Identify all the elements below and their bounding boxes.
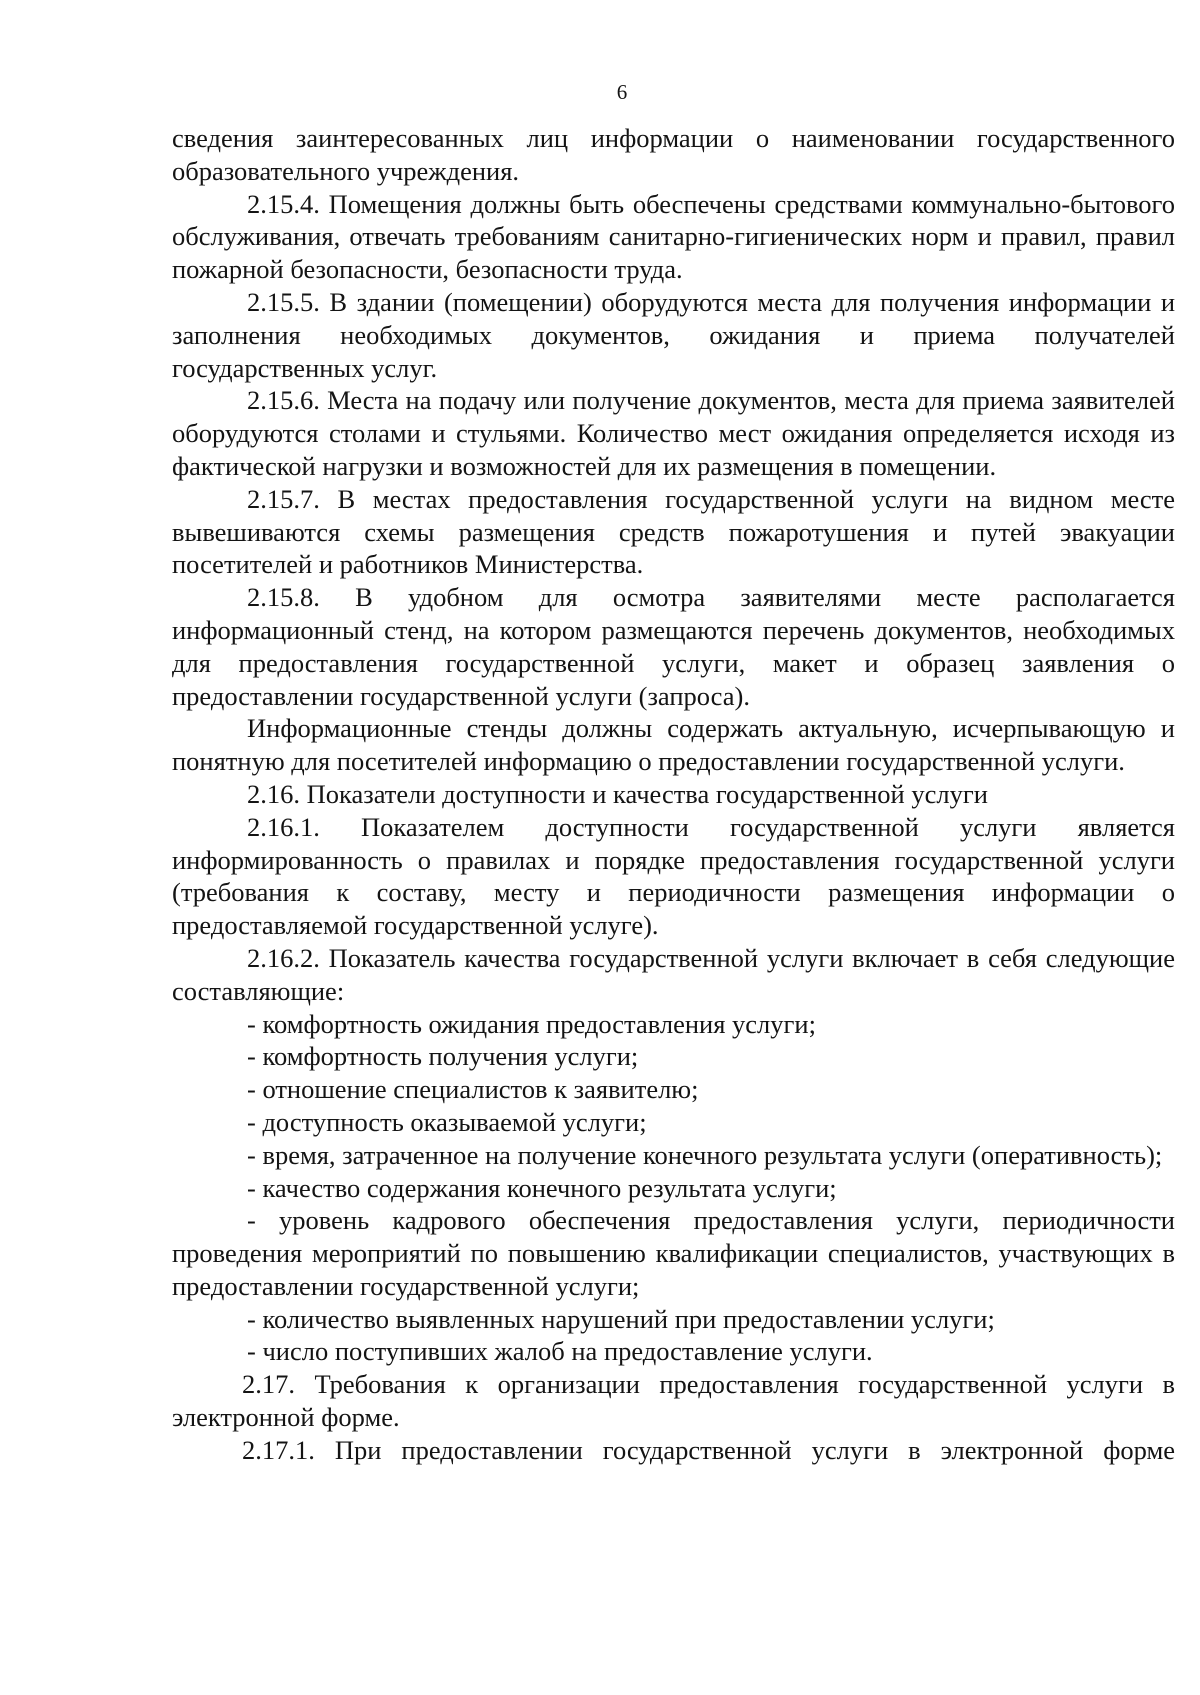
paragraph-continuation: сведения заинтересованных лиц информации о наименовании государственного образовательного учреждения.: [172, 123, 1175, 186]
list-item: - время, затраченное на получение конечного результата услуги (оперативность);: [247, 1139, 1163, 1170]
list-item: - количество выявленных нарушений при предоставлении услуги;: [247, 1303, 995, 1334]
heading-2-16: 2.16. Показатели доступности и качества государственной услуги: [247, 778, 988, 809]
list-item: - комфортность ожидания предоставления услуги;: [247, 1008, 816, 1039]
paragraph-2-17-1: 2.17.1. При предоставлении государственной услуги в электронной форме: [242, 1434, 1175, 1465]
paragraph-2-16-1: 2.16.1. Показателем доступности государственной услуги является информированность о правилах и порядке предоставления государственной услуги (требования к составу, месту и периодичности размещения информации о предоставляемой государственной услуге).: [172, 811, 1175, 941]
paragraph-2-15-8: 2.15.8. В удобном для осмотра заявителями месте располагается информационный стенд, на котором размещаются перечень документов, необходимых для предоставления государственной услуги, макет и образец заявления о предоставлении государственной услуги (запроса).: [172, 582, 1175, 711]
list-item: - доступность оказываемой услуги;: [247, 1106, 647, 1137]
paragraph-2-17: 2.17. Требования к организации предоставления государственной услуги в электронной форме.: [172, 1369, 1175, 1433]
page-number: 6: [616, 80, 628, 104]
paragraph-2-15-4: 2.15.4. Помещения должны быть обеспечены средствами коммунально-бытового обслуживания, отвечать требованиям санитарно-гигиенических норм и правил, правил пожарной безопасности, безопасности труда.: [172, 188, 1175, 285]
paragraph-2-16-2: 2.16.2. Показатель качества государственной услуги включает в себя следующие составляющие:: [172, 942, 1175, 1006]
list-item: - отношение специалистов к заявителю;: [247, 1074, 699, 1105]
paragraph-info-stands: Информационные стенды должны содержать актуальную, исчерпывающую и понятную для посетителей информацию о предоставлении государственной услуги.: [172, 713, 1175, 777]
list-item: - качество содержания конечного результата услуги;: [247, 1172, 837, 1203]
paragraph-2-15-5: 2.15.5. В здании (помещении) оборудуются места для получения информации и заполнения необходимых документов, ожидания и приема получателей государственных услуг.: [172, 286, 1175, 383]
list-item: - комфортность получения услуги;: [247, 1041, 639, 1072]
paragraph-2-15-7: 2.15.7. В местах предоставления государственной услуги на видном месте вывешиваются схемы размещения средств пожаротушения и путей эвакуации посетителей и работников Министерства.: [172, 483, 1175, 580]
document-body: [172, 122, 1175, 1467]
list-item: - уровень кадрового обеспечения предоставления услуги, периодичности проведения мероприятий по повышению квалификации специалистов, участвующих в предоставлении государственной услуги;: [172, 1205, 1175, 1301]
paragraph-2-15-6: 2.15.6. Места на подачу или получение документов, места для приема заявителей оборудуются столами и стульями. Количество мест ожидания определяется исходя из фактической нагрузки и возможностей для их размещения в помещении.: [172, 385, 1175, 481]
list-item: - число поступивших жалоб на предоставление услуги.: [247, 1336, 873, 1367]
